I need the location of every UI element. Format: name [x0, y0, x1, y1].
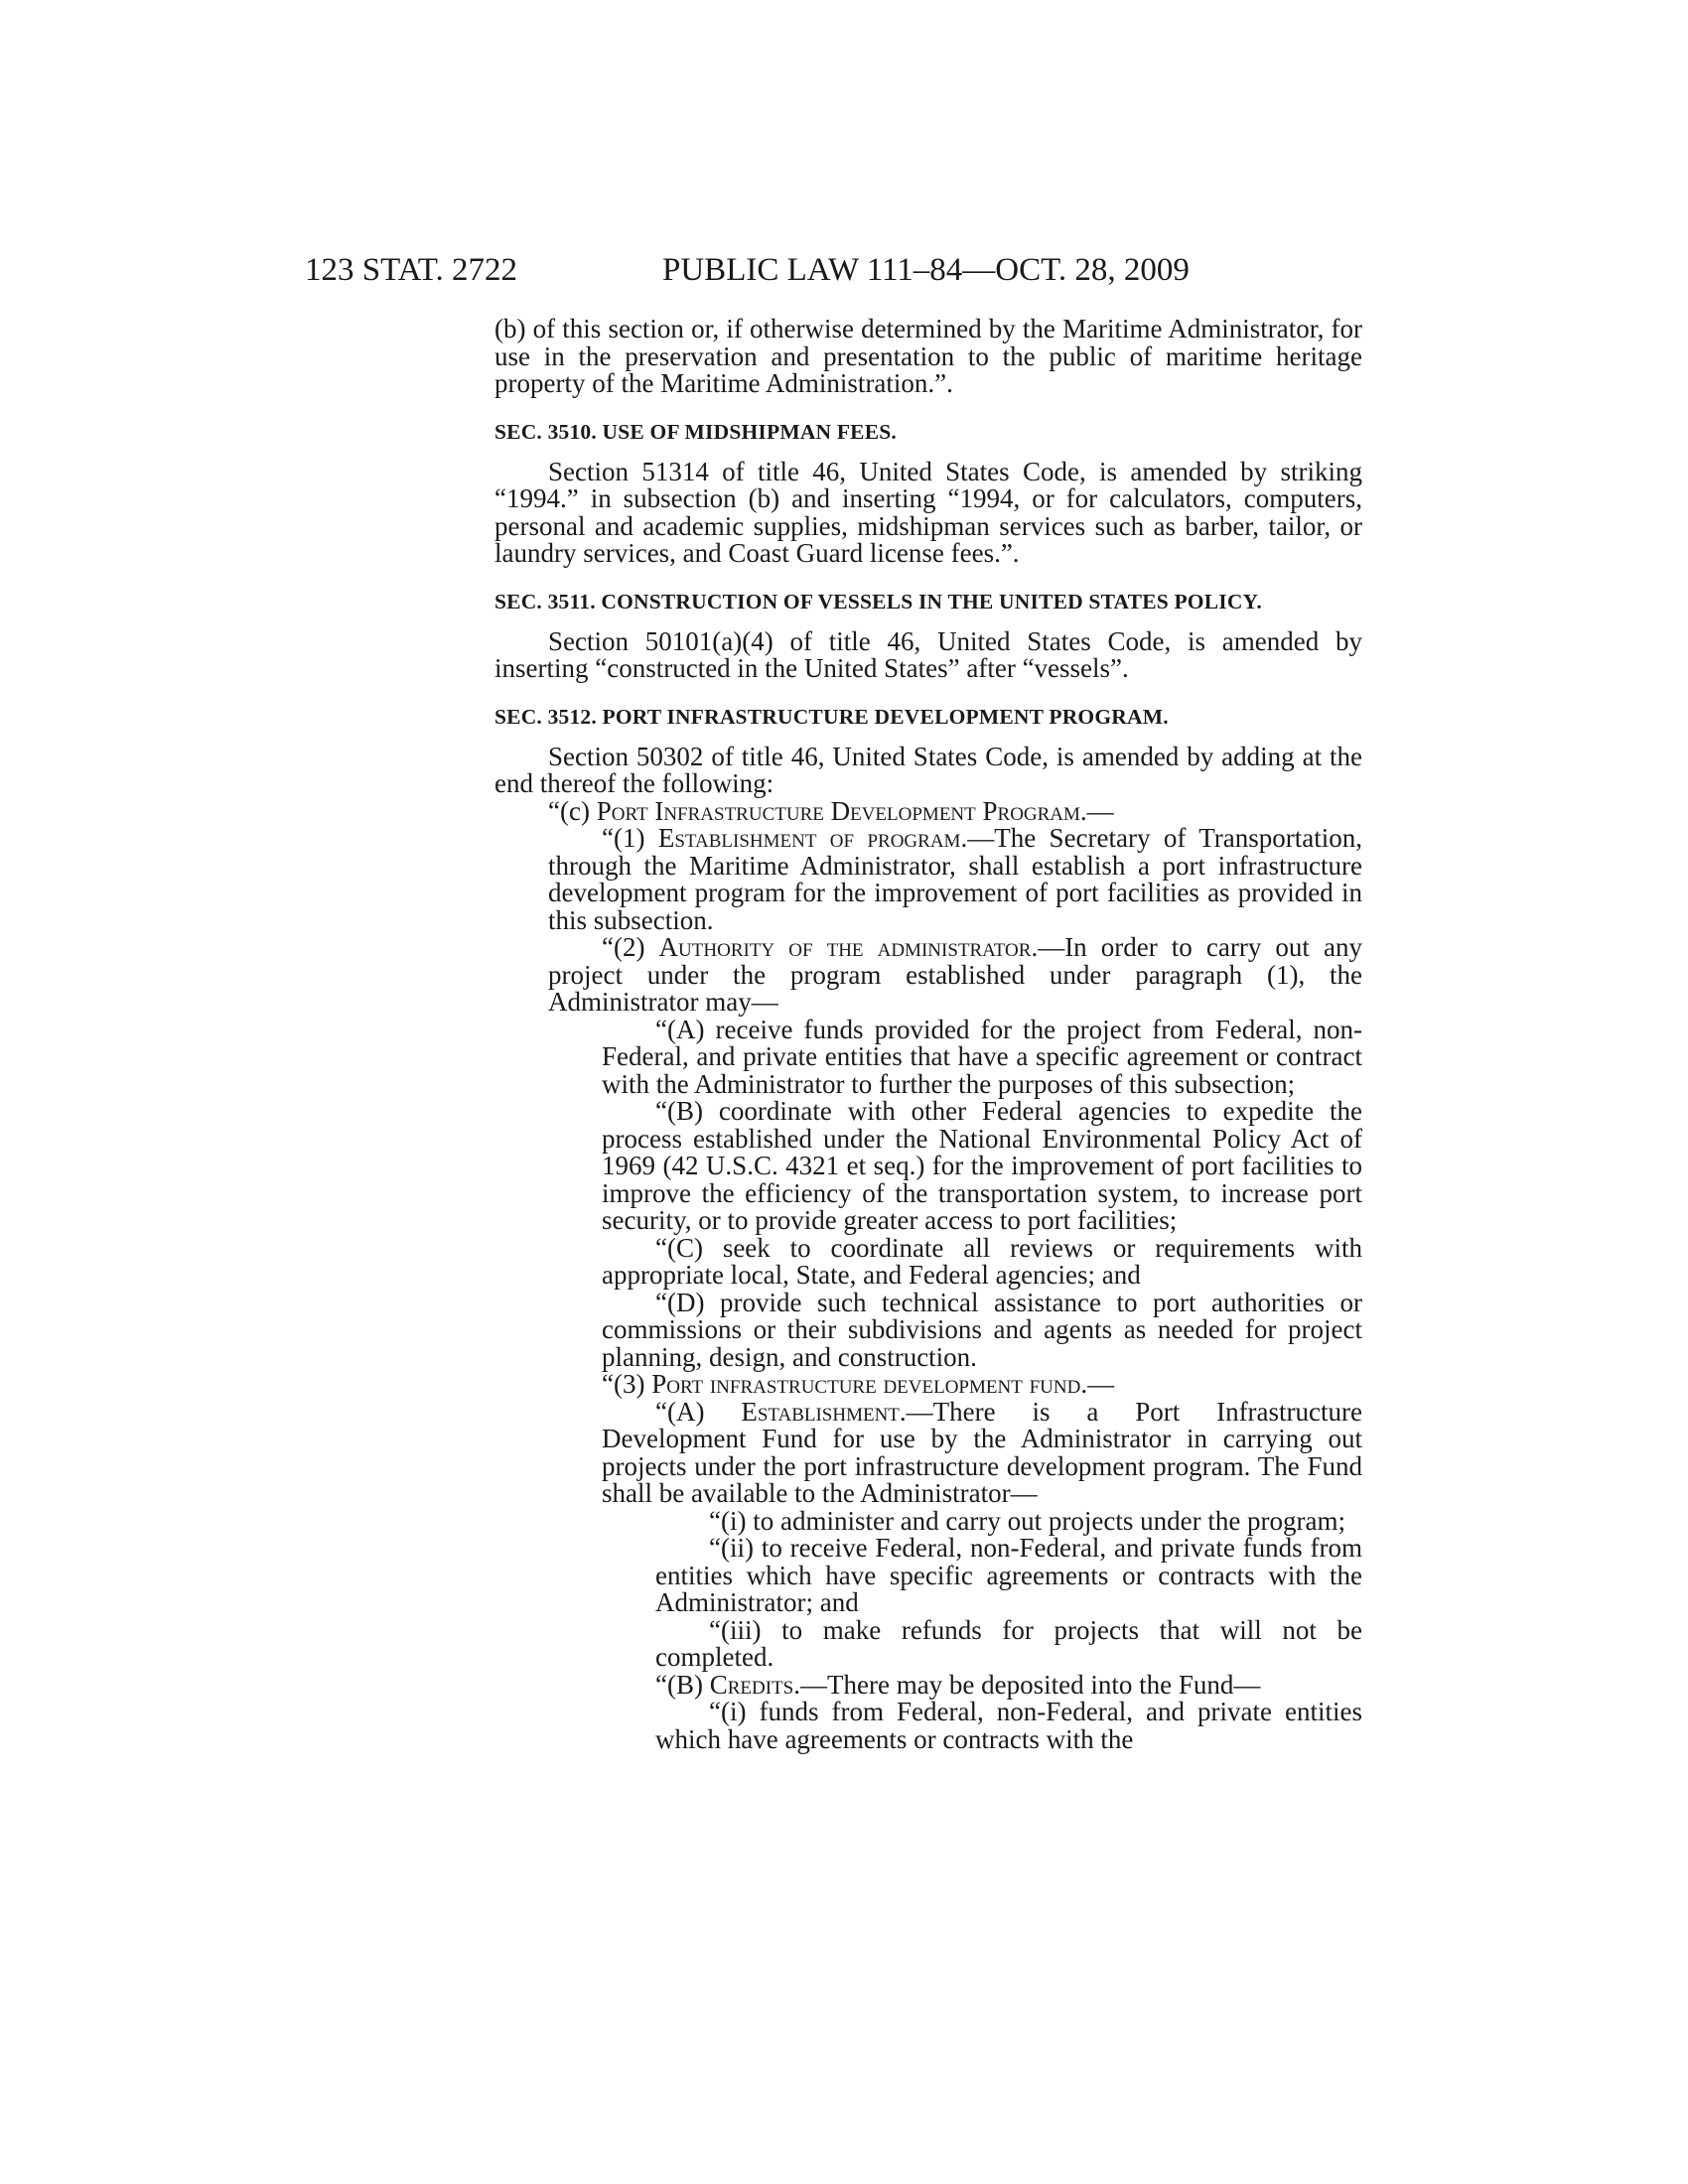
paragraph-3-A-text: .—There is a Port Infrastructure Development Fund for use by the Administrator in carrying out projects under the port infrastructure development program. The Fund shall be available to the Administrator— — [602, 1396, 1362, 1508]
paragraph-2-B: “(B) coordinate with other Federal agencies to expedite the process established under the National Environmental Policy Act of 1969 (42 U.S.C. 4321 et seq.) for the improvement of port facilities to improve the efficiency of the transportation system, to increase port security, or to provide greater access to port facilities; — [602, 1096, 1362, 1235]
paragraph-3-A-title: Establishment — [741, 1396, 900, 1427]
section-heading-3510: SEC. 3510. USE OF MIDSHIPMAN FEES. — [494, 419, 897, 444]
paragraph-3-A-label: “(A) — [655, 1396, 742, 1427]
statute-reference: 123 STAT. 2722 — [305, 252, 518, 288]
paragraph-2 — [494, 934, 1362, 1017]
paragraph-3-B-i: “(i) funds from Federal, non-Federal, and private entities which have agreements or contracts with the — [655, 1697, 1362, 1754]
paragraph-3-B-text: .—There may be deposited into the Fund— — [793, 1669, 1261, 1700]
paragraph-1-title: Establishment of program — [657, 823, 961, 853]
page-header — [305, 250, 1369, 290]
paragraph-1-text: .—The Secretary of Transportation, through the Maritime Administrator, shall establish a port infrastructure development program for the improvement of port facilities as provided in this subsection. — [548, 823, 1362, 935]
paragraph-2-label: “(2) — [602, 932, 659, 962]
section-body-3510: Section 51314 of title 46, United States Code, is amended by striking “1994.” in subsection (b) and inserting “1994, or for calculators, computers, personal and academic supplies, midshipman services such as barber, tailor, or laundry services, and Coast Guard license fees.”. — [494, 456, 1362, 568]
paragraph-3-label: “(3) — [602, 1369, 652, 1399]
paragraph-3-A-iii: “(iii) to make refunds for projects that will not be completed. — [655, 1614, 1362, 1672]
subsection-c-dash: .— — [1079, 795, 1114, 826]
intro-paragraph: (b) of this section or, if otherwise determined by the Maritime Administrator, for use in the preservation and presentation to the public of maritime heritage property of the Maritime Administration.”. — [494, 314, 1362, 398]
paragraph-3-A-i: “(i) to administer and carry out projects under the program; — [709, 1505, 1346, 1536]
paragraph-1 — [494, 825, 1362, 934]
law-title: PUBLIC LAW 111–84—OCT. 28, 2009 — [662, 252, 1190, 288]
paragraph-3-B-label: “(B) — [655, 1669, 710, 1700]
subsection-c-title: Port Infrastructure Development Program — [596, 795, 1080, 826]
paragraph-3-A — [494, 1396, 1362, 1508]
paragraph-3 — [494, 1371, 1362, 1399]
paragraph-3-B — [494, 1669, 1362, 1700]
paragraph-2-A: “(A) receive funds provided for the project from Federal, non-Federal, and private entities that have a specific agreement or contract with the Administrator to further the purposes of this subsection; — [602, 1014, 1362, 1099]
section-body-3512: Section 50302 of title 46, United States Code, is amended by adding at the end thereof the following: — [494, 741, 1362, 798]
paragraph-3-title: Port infrastructure development fund — [651, 1369, 1081, 1399]
section-body-3511: Section 50101(a)(4) of title 46, United States Code, is amended by inserting “constructed in the United States” after “vessels”. — [494, 625, 1362, 683]
paragraph-2-title: Authority of the administrator — [658, 932, 1032, 962]
paragraph-3-B-title: Credits — [709, 1669, 794, 1700]
paragraph-3-dash: .— — [1080, 1369, 1115, 1399]
paragraph-2-D: “(D) provide such technical assistance to port authorities or commissions or their subdivisions and agents as needed for project planning, design, and construction. — [602, 1287, 1362, 1372]
paragraph-3-A-ii: “(ii) to receive Federal, non-Federal, and private funds from entities which have specific agreements or contracts with the Administrator; and — [655, 1533, 1362, 1617]
section-heading-3512: SEC. 3512. PORT INFRASTRUCTURE DEVELOPMENT PROGRAM. — [494, 704, 1169, 729]
subsection-c — [494, 795, 1362, 826]
paragraph-2-C: “(C) seek to coordinate all reviews or requirements with appropriate local, State, and Federal agencies; and — [602, 1232, 1362, 1290]
subsection-c-label: “(c) — [548, 795, 597, 826]
section-heading-3511: SEC. 3511. CONSTRUCTION OF VESSELS IN THE UNITED STATES POLICY. — [494, 589, 1262, 614]
paragraph-2-text: .—In order to carry out any project under the program established under paragraph (1), the Administrator may— — [548, 932, 1362, 1017]
paragraph-1-label: “(1) — [602, 823, 658, 853]
document-body — [494, 316, 1362, 1753]
